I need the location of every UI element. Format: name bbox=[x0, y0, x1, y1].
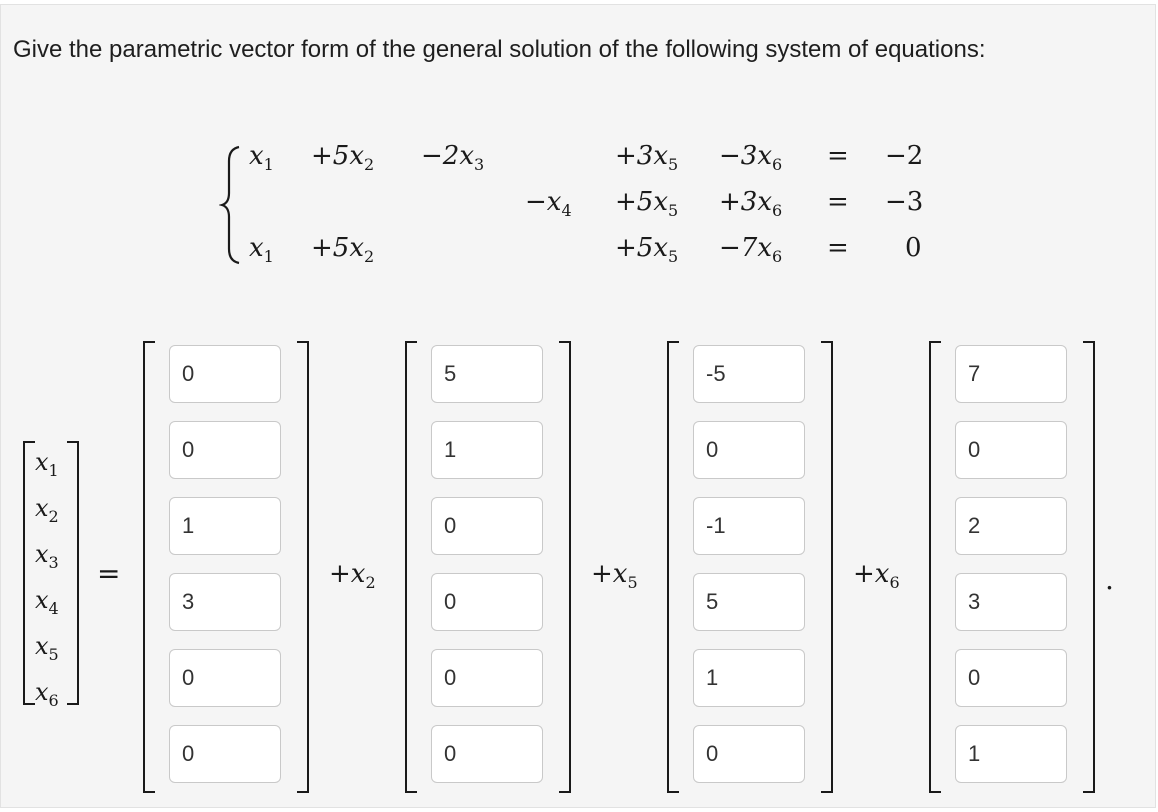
vector4-entry-5[interactable]: 0 bbox=[955, 649, 1067, 707]
question-panel bbox=[0, 4, 1156, 808]
var-vector-left-bracket bbox=[23, 441, 35, 705]
vector2-entry-2[interactable]: 1 bbox=[431, 421, 543, 479]
eq1-equals: = bbox=[827, 141, 849, 171]
vector3-entry-3[interactable]: -1 bbox=[693, 497, 805, 555]
vector3-left-bracket bbox=[667, 341, 679, 793]
vector1-left-bracket bbox=[143, 341, 155, 793]
vector1-entry-5[interactable]: 0 bbox=[169, 649, 281, 707]
vector2-right-bracket bbox=[559, 341, 571, 793]
vector4-entry-1[interactable]: 7 bbox=[955, 345, 1067, 403]
vector3-entry-4[interactable]: 5 bbox=[693, 573, 805, 631]
solution-equals: = bbox=[97, 557, 121, 590]
vector2-left-bracket bbox=[405, 341, 417, 793]
vector3-right-bracket bbox=[821, 341, 833, 793]
eq3-x2-term: $+5x_2$ bbox=[311, 233, 375, 266]
vector1-entry-4[interactable]: 3 bbox=[169, 573, 281, 631]
var-x3: $x_3$ bbox=[35, 540, 59, 572]
vector1-entry-1[interactable]: 0 bbox=[169, 345, 281, 403]
system-brace bbox=[219, 143, 243, 267]
vector1-entry-6[interactable]: 0 bbox=[169, 725, 281, 783]
var-x4: $x_4$ bbox=[35, 586, 59, 618]
eq1-x1-term: $x_1$ bbox=[249, 141, 274, 174]
vector4-left-bracket bbox=[929, 341, 941, 793]
eq1-x5-term: $+3x_5$ bbox=[615, 141, 679, 174]
eq2-x5-term: $+5x_5$ bbox=[615, 187, 679, 220]
eq2-x4-term: $-x_4$ bbox=[525, 187, 572, 220]
vector4-entry-6[interactable]: 1 bbox=[955, 725, 1067, 783]
var-vector-right-bracket bbox=[67, 441, 79, 705]
eq3-x1-term: $x_1$ bbox=[249, 233, 274, 266]
vector3-entry-6[interactable]: 0 bbox=[693, 725, 805, 783]
vector4-right-bracket bbox=[1083, 341, 1095, 793]
eq3-x5-term: $+5x_5$ bbox=[615, 233, 679, 266]
eq3-equals: = bbox=[827, 233, 849, 263]
vector4-entry-3[interactable]: 2 bbox=[955, 497, 1067, 555]
eq1-rhs: −2 bbox=[885, 141, 924, 171]
vector2-entry-5[interactable]: 0 bbox=[431, 649, 543, 707]
question-prompt: Give the parametric vector form of the general solution of the following system of equations: bbox=[13, 36, 986, 63]
vector3-entry-5[interactable]: 1 bbox=[693, 649, 805, 707]
var-x5: $x_5$ bbox=[35, 632, 59, 664]
vector3-entry-1[interactable]: -5 bbox=[693, 345, 805, 403]
vector2-entry-1[interactable]: 5 bbox=[431, 345, 543, 403]
var-x1: $x_1$ bbox=[35, 448, 59, 480]
vector2-entry-4[interactable]: 0 bbox=[431, 573, 543, 631]
eq1-x2-term: $+5x_2$ bbox=[311, 141, 375, 174]
vector4-entry-4[interactable]: 3 bbox=[955, 573, 1067, 631]
eq1-x6-term: $-3x_6$ bbox=[719, 141, 783, 174]
vector2-entry-3[interactable]: 0 bbox=[431, 497, 543, 555]
var-x6: $x_6$ bbox=[35, 678, 59, 710]
coef-x2: $+x_2$ bbox=[329, 559, 376, 592]
vector1-right-bracket bbox=[297, 341, 309, 793]
eq1-x3-term: $-2x_3$ bbox=[421, 141, 485, 174]
eq3-x6-term: $-7x_6$ bbox=[719, 233, 783, 266]
eq3-rhs: 0 bbox=[905, 233, 922, 263]
vector3-entry-2[interactable]: 0 bbox=[693, 421, 805, 479]
vector2-entry-6[interactable]: 0 bbox=[431, 725, 543, 783]
var-x2: $x_2$ bbox=[35, 494, 59, 526]
vector4-entry-2[interactable]: 0 bbox=[955, 421, 1067, 479]
coef-x5: $+x_5$ bbox=[591, 559, 638, 592]
eq2-equals: = bbox=[827, 187, 849, 217]
vector1-entry-2[interactable]: 0 bbox=[169, 421, 281, 479]
coef-x6: $+x_6$ bbox=[853, 559, 900, 592]
eq2-x6-term: $+3x_6$ bbox=[719, 187, 783, 220]
eq2-rhs: −3 bbox=[885, 187, 924, 217]
closing-period: . bbox=[1105, 563, 1114, 596]
vector1-entry-3[interactable]: 1 bbox=[169, 497, 281, 555]
